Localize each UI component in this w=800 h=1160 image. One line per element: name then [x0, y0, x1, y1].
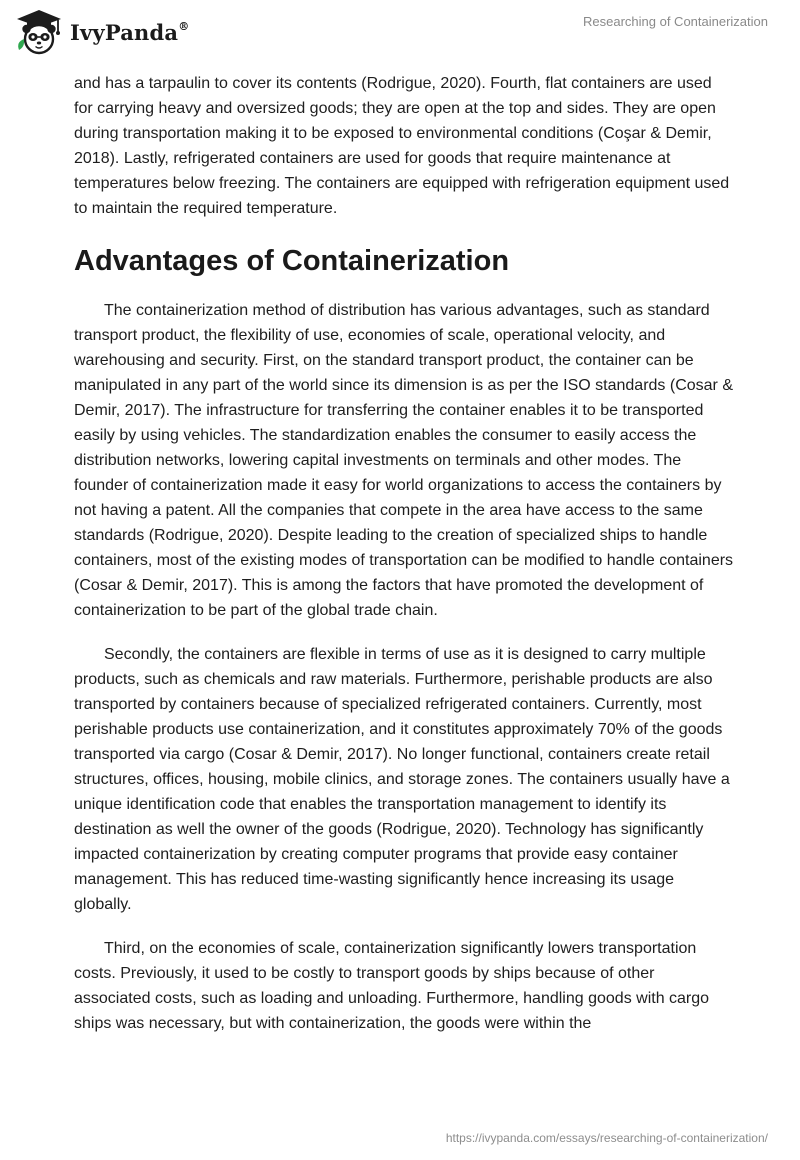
section-heading: Advantages of Containerization: [74, 245, 510, 277]
paragraph: Secondly, the containers are flexible in terms of use as it is designed to carry multiple products, such as chemicals and raw materials. Furthermore, perishable products are also transported by containers because of specialized refrigerated containers. Currently, most perishable products use containerization, and it constitutes approximately 70% of the goods transported via cargo (Cosar & Demir, 2017). No longer functional, containers create retail structures, offices, housing, mobile clinics, and storage zones. The containers usually have a unique identification code that enables the transportation management to identify its destination as well the owner of the goods (Rodrigue, 2020). Technology has significantly impacted containerization by creating computer programs that provide easy container management. This has reduced time-wasting significantly hence increasing its usage globally.: [74, 646, 730, 913]
panda-graduate-icon: [14, 8, 64, 56]
paragraph-continued: and has a tarpaulin to cover its contents (Rodrigue, 2020). Fourth, flat containers are used for carrying heavy and oversized goods; they are open at the top and sides. They are open during transportation making it to be exposed to environmental conditions (Coşar & Demir, 2018). Lastly, refrigerated containers are used for goods that require maintenance at temperatures below freezing. The containers are equipped with refrigeration equipment used to maintain the required temperature.: [74, 75, 730, 217]
page-header: [0, 0, 800, 70]
ivypanda-logo[interactable]: [14, 8, 189, 56]
logo-wordmark: [70, 20, 189, 45]
running-title: Researching of Containerization: [583, 14, 768, 29]
logo-text: IvyPanda: [70, 19, 179, 45]
paragraph: Third, on the economies of scale, containerization significantly lowers transportation costs. Previously, it used to be costly to transport goods by ships because of other associated costs, such as loading and unloading. Furthermore, handling goods with cargo ships was necessary, but with containerization, the goods were within the: [74, 940, 710, 1032]
essay-body: [74, 71, 734, 1036]
registered-mark: ®: [178, 19, 190, 33]
source-url[interactable]: https://ivypanda.com/essays/researching-of-containerization/: [445, 1131, 768, 1145]
paragraph: The containerization method of distribution has various advantages, such as standard transport product, the flexibility of use, economies of scale, operational velocity, and warehousing and security. First, on the standard transport product, the container can be manipulated in any part of the world since its dimension is as per the ISO standards (Cosar & Demir, 2017). The infrastructure for transferring the container enables it to be transported easily by using vehicles. The standardization enables the consumer to easily access the distribution networks, lowering capital investments on terminals and other modes. The founder of containerization made it easy for world organizations to access the containers by not having a patent. All the companies that compete in the area have access to the same standards (Rodrigue, 2020). Despite leading to the creation of specialized ships to handle containers, most of the existing modes of transportation can be modified to handle containers (Cosar & Demir, 2017). This is among the factors that have promoted the development of containerization to be part of the global trade chain.: [74, 302, 734, 619]
